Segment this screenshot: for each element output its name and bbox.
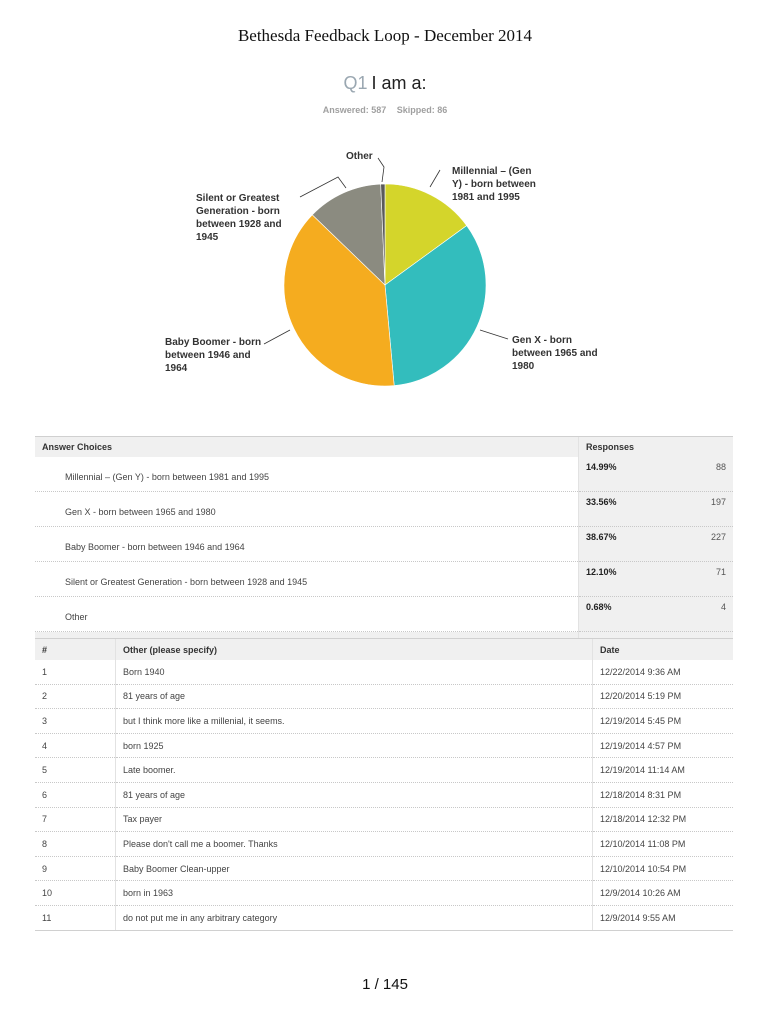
choice-count: 88 bbox=[715, 462, 726, 472]
response-text: born 1925 bbox=[116, 733, 593, 758]
table-row bbox=[35, 832, 733, 857]
response-text: Late boomer. bbox=[116, 758, 593, 783]
response-date: 12/19/2014 11:14 AM bbox=[593, 758, 734, 783]
choice-count: 227 bbox=[710, 532, 726, 542]
response-date: 12/10/2014 10:54 PM bbox=[593, 856, 734, 881]
response-text: Born 1940 bbox=[116, 660, 593, 684]
table-row bbox=[35, 684, 733, 709]
response-date: 12/10/2014 11:08 PM bbox=[593, 832, 734, 857]
leader-line-genx bbox=[480, 330, 508, 339]
table-row bbox=[35, 733, 733, 758]
choice-response bbox=[579, 457, 734, 492]
response-text: born in 1963 bbox=[116, 881, 593, 906]
choice-percent: 12.10% bbox=[586, 567, 617, 577]
response-number: 4 bbox=[35, 733, 116, 758]
response-number: 8 bbox=[35, 832, 116, 857]
answer-choices-heading: Answer Choices bbox=[35, 437, 579, 458]
page-number: 1 / 145 bbox=[362, 976, 408, 993]
label-other: Other bbox=[346, 151, 373, 162]
other-responses-table bbox=[35, 638, 733, 931]
label-boomer: Baby Boomer - born between 1946 and 1964 bbox=[165, 337, 262, 374]
choice-label: Gen X - born between 1965 and 1980 bbox=[35, 492, 579, 527]
response-number: 7 bbox=[35, 807, 116, 832]
other-heading: Other (please specify) bbox=[116, 639, 593, 661]
other-responses-header bbox=[35, 639, 733, 661]
table-row bbox=[35, 562, 733, 597]
choice-percent: 38.67% bbox=[586, 532, 617, 542]
choice-percent: 33.56% bbox=[586, 497, 617, 507]
choice-response bbox=[579, 562, 734, 597]
choice-label: Baby Boomer - born between 1946 and 1964 bbox=[35, 527, 579, 562]
table-row bbox=[35, 782, 733, 807]
choice-percent: 0.68% bbox=[586, 602, 612, 612]
response-date: 12/22/2014 9:36 AM bbox=[593, 660, 734, 684]
leader-line-other bbox=[378, 158, 384, 182]
response-text: Tax payer bbox=[116, 807, 593, 832]
table-row bbox=[35, 492, 733, 527]
response-number: 5 bbox=[35, 758, 116, 783]
choice-label: Silent or Greatest Generation - born between 1928 and 1945 bbox=[35, 562, 579, 597]
choice-percent: 14.99% bbox=[586, 462, 617, 472]
choice-count: 71 bbox=[715, 567, 726, 577]
response-date: 12/20/2014 5:19 PM bbox=[593, 684, 734, 709]
response-date: 12/18/2014 8:31 PM bbox=[593, 782, 734, 807]
question-text: I am a: bbox=[371, 73, 427, 93]
response-text: 81 years of age bbox=[116, 782, 593, 807]
skipped-count: Skipped: 86 bbox=[396, 105, 448, 115]
response-date: 12/19/2014 4:57 PM bbox=[593, 733, 734, 758]
response-number: 1 bbox=[35, 660, 116, 684]
table-row bbox=[35, 856, 733, 881]
answer-choices-table bbox=[35, 436, 733, 653]
answered-count: Answered: 587 bbox=[322, 105, 387, 115]
date-heading: Date bbox=[593, 639, 734, 661]
response-number: 10 bbox=[35, 881, 116, 906]
leader-line-millennial bbox=[430, 170, 440, 187]
responses-heading: Responses bbox=[579, 437, 734, 458]
response-text: Baby Boomer Clean-upper bbox=[116, 856, 593, 881]
label-genx: Gen X - born between 1965 and 1980 bbox=[512, 335, 598, 372]
choice-label: Millennial – (Gen Y) - born between 1981 and 1995 bbox=[35, 457, 579, 492]
choice-response bbox=[579, 597, 734, 632]
choice-label: Other bbox=[35, 597, 579, 632]
pie-chart bbox=[150, 145, 620, 405]
response-text: 81 years of age bbox=[116, 684, 593, 709]
table-row bbox=[35, 758, 733, 783]
response-date: 12/19/2014 5:45 PM bbox=[593, 709, 734, 734]
table-row bbox=[35, 905, 733, 930]
response-number: 3 bbox=[35, 709, 116, 734]
table-row bbox=[35, 457, 733, 492]
response-number: 6 bbox=[35, 782, 116, 807]
num-heading: # bbox=[35, 639, 116, 661]
response-text: Please don't call me a boomer. Thanks bbox=[116, 832, 593, 857]
response-date: 12/9/2014 9:55 AM bbox=[593, 905, 734, 930]
table-row bbox=[35, 527, 733, 562]
table-row bbox=[35, 807, 733, 832]
response-date: 12/18/2014 12:32 PM bbox=[593, 807, 734, 832]
response-number: 9 bbox=[35, 856, 116, 881]
table-row bbox=[35, 709, 733, 734]
leader-line-silent bbox=[300, 177, 346, 197]
label-millennial: Millennial – (Gen Y) - born between 1981 and 1995 bbox=[452, 166, 536, 203]
choice-response bbox=[579, 492, 734, 527]
response-number: 11 bbox=[35, 905, 116, 930]
response-text: but I think more like a millenial, it seems. bbox=[116, 709, 593, 734]
choice-response bbox=[579, 527, 734, 562]
question-number: Q1 bbox=[343, 73, 368, 93]
leader-line-boomer bbox=[264, 330, 290, 344]
page-header: Bethesda Feedback Loop - December 2014 bbox=[237, 26, 533, 45]
answer-choices-header bbox=[35, 437, 733, 458]
response-date: 12/9/2014 10:26 AM bbox=[593, 881, 734, 906]
choice-count: 4 bbox=[720, 602, 726, 612]
table-row bbox=[35, 881, 733, 906]
label-silent: Silent or Greatest Generation - born between 1928 and 1945 bbox=[196, 193, 282, 243]
question-title bbox=[0, 73, 770, 94]
question-stats bbox=[0, 105, 770, 115]
response-number: 2 bbox=[35, 684, 116, 709]
table-row bbox=[35, 597, 733, 632]
response-text: do not put me in any arbitrary category bbox=[116, 905, 593, 930]
choice-count: 197 bbox=[710, 497, 726, 507]
table-row bbox=[35, 660, 733, 684]
